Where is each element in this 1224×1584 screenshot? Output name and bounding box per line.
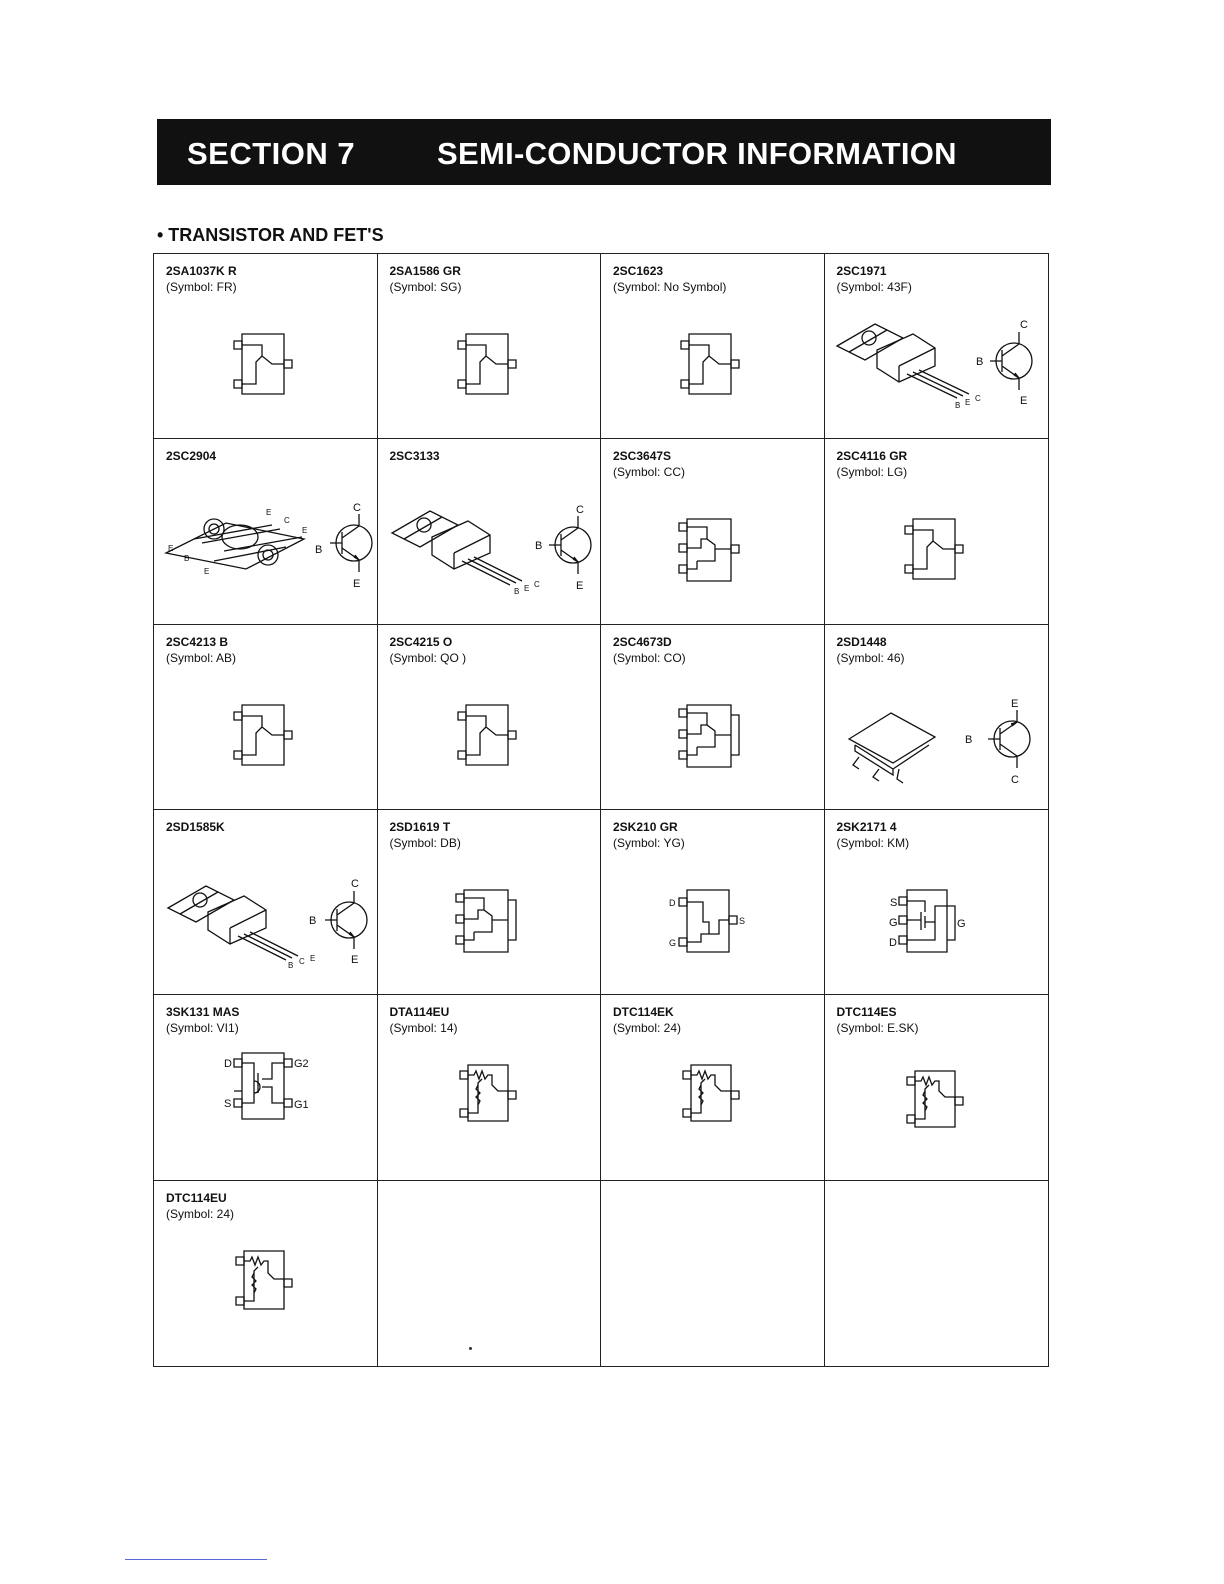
lead-label-emitter: E xyxy=(168,544,174,554)
lead-label-collector: C xyxy=(299,956,305,966)
sot23-pnp-package-icon xyxy=(154,294,377,434)
pin-label-source: S xyxy=(889,896,897,909)
component-cell xyxy=(825,810,1049,995)
component-cell xyxy=(154,810,378,995)
component-cell xyxy=(154,625,378,810)
component-cell xyxy=(154,995,378,1180)
part-number: 2SC1623 xyxy=(613,264,664,278)
component-cell xyxy=(825,439,1049,624)
pin-label-emitter: E xyxy=(1019,395,1027,407)
lead-label-emitter: E xyxy=(302,526,308,536)
pin-label-base: B xyxy=(309,914,317,927)
component-cell xyxy=(378,439,602,624)
digital-transistor-package-icon xyxy=(154,1221,377,1361)
marking-symbol: (Symbol: FR) xyxy=(166,280,237,294)
lead-label-base: B xyxy=(288,960,294,970)
lead-label-base: B xyxy=(184,554,190,564)
part-number: 2SK2171 4 xyxy=(836,819,897,834)
pin-label-emitter: E xyxy=(353,578,361,591)
part-number: DTC114EK xyxy=(613,1005,674,1020)
pin-label-base: B xyxy=(964,733,972,746)
marking-symbol: (Symbol: E.SK) xyxy=(836,1021,919,1036)
component-cell xyxy=(378,254,602,439)
to220-npn-package-icon xyxy=(825,294,1048,434)
sot89-fet-package-icon xyxy=(825,850,1048,990)
to220-npn-package-icon xyxy=(378,479,601,619)
empty-cell xyxy=(601,1181,825,1366)
part-number: 2SC4213 B xyxy=(166,634,229,649)
marking-symbol: (Symbol: CO) xyxy=(613,650,686,665)
part-number: 2SC4673D xyxy=(613,634,672,649)
sot23-fet-package-icon xyxy=(601,850,824,990)
digital-transistor-package-icon xyxy=(601,1035,824,1175)
digital-transistor-package-icon xyxy=(378,1035,601,1175)
component-cell xyxy=(601,439,825,624)
lead-label-base: B xyxy=(954,401,960,410)
lead-label-emitter: E xyxy=(266,508,272,518)
dpak-npn-package-icon xyxy=(825,665,1048,805)
empty-cell xyxy=(825,1181,1049,1366)
stray-mark xyxy=(469,1347,472,1350)
part-number: 2SD1585K xyxy=(166,819,225,834)
component-cell xyxy=(154,254,378,439)
part-number: 2SC3647S xyxy=(613,449,672,464)
pin-label-base: B xyxy=(534,540,542,553)
pin-label-collector: C xyxy=(1010,773,1019,786)
marking-symbol: (Symbol: SG) xyxy=(389,280,462,294)
part-number: DTC114ES xyxy=(836,1005,897,1020)
marking-symbol: (Symbol: LG) xyxy=(836,465,908,480)
pin-label-gate: G xyxy=(888,916,898,929)
lead-label-collector: C xyxy=(284,516,290,526)
section-number: SECTION 7 xyxy=(187,136,356,171)
part-number: 3SK131 MAS xyxy=(166,1005,240,1020)
pin-label-gate2: G2 xyxy=(294,1058,309,1071)
pin-label-emitter: E xyxy=(1010,697,1018,710)
part-number: 2SA1037K R xyxy=(166,264,237,278)
marking-symbol: (Symbol: DB) xyxy=(389,835,461,850)
pin-label-base: B xyxy=(315,544,323,557)
pin-label-emitter: E xyxy=(575,580,583,593)
pin-label-source: S xyxy=(224,1098,232,1111)
pin-label-gate: G xyxy=(669,937,677,948)
marking-symbol: (Symbol: YG) xyxy=(613,835,685,850)
part-number: 2SC2904 xyxy=(166,449,217,464)
marking-symbol: (Symbol: KM) xyxy=(836,835,910,850)
pin-label-gate1: G1 xyxy=(294,1099,309,1112)
component-cell xyxy=(601,254,825,439)
component-cell xyxy=(825,625,1049,810)
sot89-npn-package-icon xyxy=(378,850,601,990)
sot23-pnp-package-icon xyxy=(378,294,601,434)
sot23-npn-package-icon xyxy=(825,479,1048,619)
marking-symbol: (Symbol: CC) xyxy=(613,465,686,480)
lead-label-emitter: E xyxy=(204,567,210,577)
part-number: 2SC4116 GR xyxy=(836,449,908,464)
part-number: 2SA1586 GR xyxy=(389,264,461,278)
pin-label-drain: D xyxy=(224,1058,232,1071)
part-number: 2SK210 GR xyxy=(613,819,678,834)
part-number: 2SD1619 T xyxy=(389,819,451,834)
component-cell xyxy=(601,810,825,995)
lead-label-emitter: E xyxy=(964,398,970,407)
marking-symbol: (Symbol: VI1) xyxy=(166,1021,239,1036)
pin-label-emitter: E xyxy=(351,953,359,966)
lead-label-collector: C xyxy=(974,394,981,403)
section-title: SEMI-CONDUCTOR INFORMATION xyxy=(437,136,957,171)
component-cell xyxy=(378,625,602,810)
dual-gate-mosfet-package-icon xyxy=(154,1035,377,1175)
part-number: 2SC1971 xyxy=(836,264,887,278)
component-cell xyxy=(601,625,825,810)
pin-label-collector: C xyxy=(1019,319,1028,331)
marking-symbol: (Symbol: 24) xyxy=(613,1021,682,1036)
part-number: 2SD1448 xyxy=(836,634,887,649)
marking-symbol: (Symbol: QO ) xyxy=(389,650,467,665)
part-number: 2SC3133 xyxy=(389,449,440,464)
marking-symbol: (Symbol: 14) xyxy=(389,1021,458,1036)
component-cell xyxy=(378,995,602,1180)
sot23-npn-package-icon xyxy=(154,665,377,805)
marking-symbol: (Symbol: 43F) xyxy=(836,280,912,294)
lead-label-base: B xyxy=(513,587,519,597)
pin-label-collector: C xyxy=(353,502,361,515)
part-number: 2SC4215 O xyxy=(389,634,453,649)
pin-label-collector: C xyxy=(351,877,359,890)
sot89-npn-package-icon xyxy=(601,665,824,805)
lead-label-emitter: E xyxy=(310,953,316,963)
part-number: DTA114EU xyxy=(389,1005,450,1020)
component-cell xyxy=(154,439,378,624)
sot23-npn-package-icon xyxy=(601,294,824,434)
component-cell xyxy=(825,254,1049,439)
pin-label-drain: D xyxy=(888,936,897,949)
part-number: DTC114EU xyxy=(166,1190,227,1205)
subsection-heading: • TRANSISTOR AND FET'S xyxy=(157,225,384,245)
component-cell xyxy=(378,810,602,995)
marking-symbol: (Symbol: No Symbol) xyxy=(613,280,727,294)
section-header-bar xyxy=(157,119,1051,185)
marking-symbol: (Symbol: 46) xyxy=(836,650,905,665)
empty-cell xyxy=(378,1181,602,1366)
rf-flange-npn-package-icon xyxy=(154,479,377,619)
to220-npn-package-icon xyxy=(154,850,377,990)
component-cell xyxy=(601,995,825,1180)
lead-label-emitter: E xyxy=(523,584,529,594)
marking-symbol: (Symbol: AB) xyxy=(166,650,237,665)
lead-label-collector: C xyxy=(533,580,540,590)
pin-label-collector: C xyxy=(575,504,584,517)
pin-label-source: S xyxy=(739,915,746,926)
pin-label-base: B xyxy=(975,356,983,368)
component-cell xyxy=(154,1181,378,1366)
digital-transistor-package-icon xyxy=(825,1035,1048,1175)
component-cell xyxy=(825,995,1049,1180)
component-grid xyxy=(153,253,1049,1367)
marking-symbol: (Symbol: 24) xyxy=(166,1206,235,1221)
sot23-npn-package-icon xyxy=(378,665,601,805)
pin-label-drain: D xyxy=(669,897,676,908)
sot89-npn-package-icon xyxy=(601,479,824,619)
footer-rule xyxy=(125,1559,267,1560)
pin-label-gate: G xyxy=(956,917,966,930)
